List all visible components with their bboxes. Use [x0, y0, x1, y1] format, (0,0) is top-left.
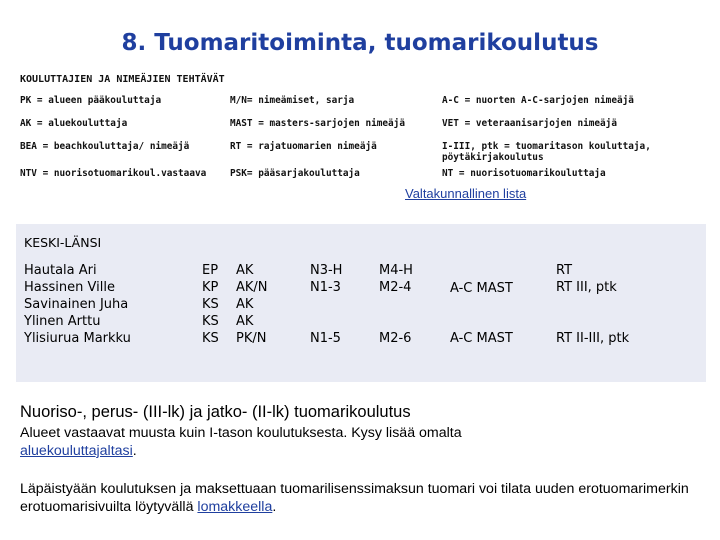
legend-item: NTV = nuorisotuomarikoul.vastaava [20, 168, 207, 179]
role-code: KS [202, 297, 219, 312]
rt-value: RT [556, 263, 573, 278]
training-text-body: Alueet vastaavat muusta kuin I-tason koulutuksesta. Kysy lisää omalta [20, 425, 462, 441]
legend-item: VET = veteraanisarjojen nimeäjä [442, 118, 617, 129]
badge-order-end: . [272, 499, 277, 515]
area-code: AK [236, 297, 254, 312]
area-column [236, 262, 268, 347]
rt-assignment [556, 262, 617, 296]
role-column [202, 262, 219, 347]
legend-row [20, 141, 700, 168]
legend-item: BEA = beachkouluttaja/ nimeäjä [20, 141, 190, 152]
page-title: 8. Tuomaritoiminta, tuomarikoulutus [121, 30, 599, 56]
legend-item: NT = nuorisotuomarikouluttaja [442, 168, 606, 179]
legend-item: PK = alueen pääkouluttaja [20, 95, 162, 106]
legend-item: M/N= nimeämiset, sarja [230, 95, 355, 106]
legend-grid [20, 95, 700, 191]
rt-value: RT III, ptk [556, 280, 617, 295]
m-series-value: M2-6 [379, 331, 412, 346]
m-series [379, 262, 413, 296]
legend-row [20, 168, 700, 191]
n-series-value: N3-H [310, 263, 343, 278]
ac-assignment: A-C MAST [450, 331, 513, 346]
badge-order-body: Läpäistyään koulutuksen ja maksettuaan tuomarilisenssimaksun tuomari voi tilata uuden erotuomarimerkin erotuomarisivuilta löytyvällä [20, 481, 689, 515]
training-text-end: . [132, 443, 137, 459]
legend-row [20, 118, 700, 141]
training-heading: Nuoriso-, perus- (III-lk) ja jatko- (II-lk) tuomarikoulutus [20, 403, 411, 421]
role-code: EP [202, 263, 219, 278]
national-list-link[interactable]: Valtakunnallinen lista [405, 186, 527, 201]
person-name: Ylinen Arttu [24, 314, 101, 329]
legend-item-line1: I-III, ptk = tuomaritason kouluttaja, [442, 141, 651, 152]
legend-item: A-C = nuorten A-C-sarjojen nimeäjä [442, 95, 634, 106]
person-name: Hassinen Ville [24, 280, 115, 295]
area-trainer-link[interactable]: aluekouluttajaltasi [20, 443, 133, 459]
legend-item [442, 141, 651, 163]
legend-item: RT = rajatuomarien nimeäjä [230, 141, 377, 152]
m-series-value: M4-H [379, 263, 413, 278]
m-series-value: M2-4 [379, 280, 412, 295]
person-name: Ylisiurua Markku [24, 331, 131, 346]
n-series [310, 262, 342, 296]
n-series-value: N1-3 [310, 280, 341, 295]
training-text [20, 424, 580, 460]
legend-item: MAST = masters-sarjojen nimeäjä [230, 118, 405, 129]
area-code: AK [236, 263, 254, 278]
region-title: KESKI-LÄNSI [24, 235, 102, 250]
ac-assignment: A-C MAST [450, 281, 513, 296]
order-form-link[interactable]: lomakkeella [197, 499, 273, 515]
area-code: AK [236, 314, 254, 329]
role-code: KP [202, 280, 219, 295]
person-name: Hautala Ari [24, 263, 97, 278]
badge-order-text [20, 480, 710, 516]
person-name: Savinainen Juha [24, 297, 129, 312]
legend-heading: KOULUTTAJIEN JA NIMEÄJIEN TEHTÄVÄT [20, 74, 225, 85]
legend-item: AK = aluekouluttaja [20, 118, 128, 129]
legend-row [20, 95, 700, 118]
area-code: PK/N [236, 331, 267, 346]
role-code: KS [202, 314, 219, 329]
region-names [24, 262, 131, 347]
area-code: AK/N [236, 280, 268, 295]
rt-value: RT II-III, ptk [556, 331, 630, 346]
legend-item: PSK= pääsarjakouluttaja [230, 168, 360, 179]
n-series-value: N1-5 [310, 331, 341, 346]
legend-item-line2: pöytäkirjakoulutus [442, 152, 544, 163]
role-code: KS [202, 331, 219, 346]
